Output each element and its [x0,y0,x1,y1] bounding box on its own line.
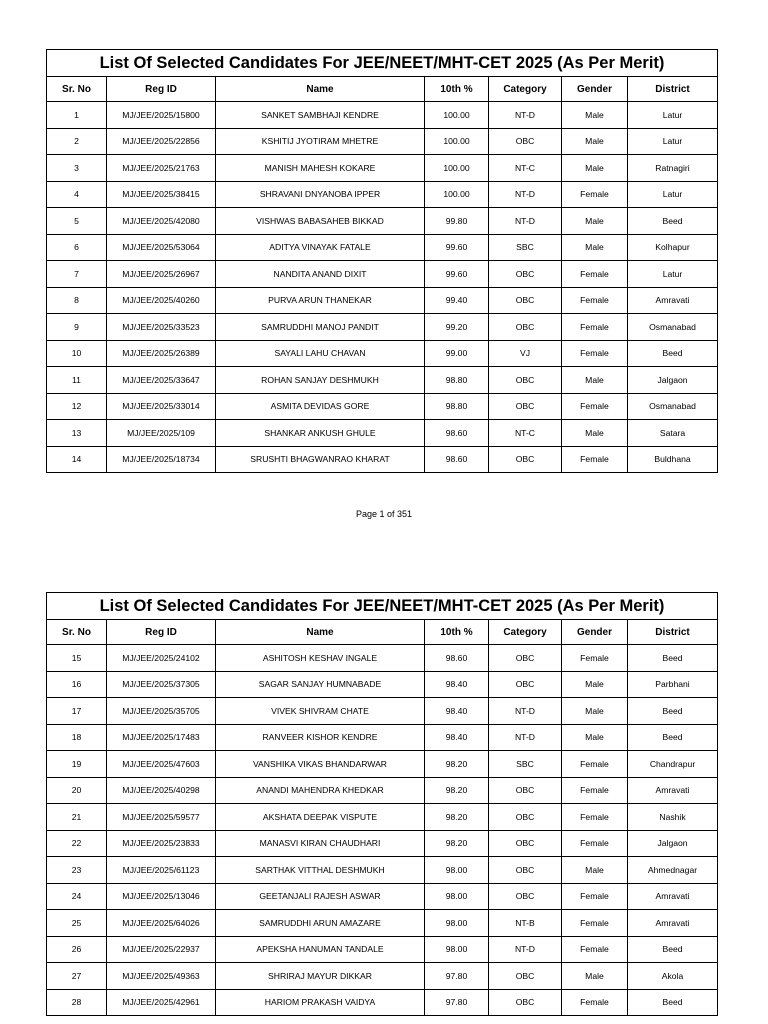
cell-reg-id: MJ/JEE/2025/49363 [107,963,216,990]
cell-gender: Male [562,128,628,155]
column-header-reg-id: Reg ID [107,620,216,645]
cell-sr-no: 7 [47,261,107,288]
cell-10th-percent: 98.80 [425,367,489,394]
cell-category: OBC [489,777,562,804]
cell-gender: Male [562,857,628,884]
cell-name: ADITYA VINAYAK FATALE [216,234,425,261]
table-row [47,963,718,990]
cell-10th-percent: 99.40 [425,287,489,314]
cell-sr-no: 16 [47,671,107,698]
cell-sr-no: 6 [47,234,107,261]
cell-reg-id: MJ/JEE/2025/21763 [107,155,216,182]
cell-gender: Male [562,963,628,990]
cell-name: PURVA ARUN THANEKAR [216,287,425,314]
cell-10th-percent: 99.60 [425,234,489,261]
cell-category: NT-C [489,155,562,182]
cell-name: ASHITOSH KESHAV INGALE [216,645,425,672]
cell-category: OBC [489,883,562,910]
cell-category: NT-D [489,936,562,963]
cell-10th-percent: 99.20 [425,314,489,341]
cell-district: Satara [628,420,718,447]
cell-reg-id: MJ/JEE/2025/42961 [107,989,216,1016]
column-header-name: Name [216,77,425,102]
page-number: Page 1 of 351 [355,509,413,519]
cell-sr-no: 17 [47,698,107,725]
column-header-gender: Gender [562,77,628,102]
cell-category: OBC [489,804,562,831]
cell-gender: Female [562,936,628,963]
cell-sr-no: 15 [47,645,107,672]
cell-sr-no: 13 [47,420,107,447]
cell-gender: Female [562,181,628,208]
cell-10th-percent: 98.60 [425,446,489,473]
cell-reg-id: MJ/JEE/2025/42080 [107,208,216,235]
cell-category: OBC [489,963,562,990]
cell-gender: Female [562,830,628,857]
table-row [47,102,718,129]
table-row [47,936,718,963]
cell-name: SHRIRAJ MAYUR DIKKAR [216,963,425,990]
cell-name: SRUSHTI BHAGWANRAO KHARAT [216,446,425,473]
cell-district: Beed [628,645,718,672]
cell-name: MANASVI KIRAN CHAUDHARI [216,830,425,857]
cell-name: VIVEK SHIVRAM CHATE [216,698,425,725]
cell-district: Parbhani [628,671,718,698]
cell-name: ASMITA DEVIDAS GORE [216,393,425,420]
cell-10th-percent: 100.00 [425,181,489,208]
cell-gender: Female [562,340,628,367]
cell-10th-percent: 100.00 [425,102,489,129]
cell-reg-id: MJ/JEE/2025/35705 [107,698,216,725]
cell-sr-no: 9 [47,314,107,341]
cell-gender: Female [562,645,628,672]
cell-reg-id: MJ/JEE/2025/13046 [107,883,216,910]
candidate-list-table-page-1 [46,49,718,473]
cell-district: Chandrapur [628,751,718,778]
column-header-gender: Gender [562,620,628,645]
cell-sr-no: 5 [47,208,107,235]
cell-category: OBC [489,446,562,473]
cell-10th-percent: 98.00 [425,883,489,910]
cell-name: SAGAR SANJAY HUMNABADE [216,671,425,698]
cell-name: NANDITA ANAND DIXIT [216,261,425,288]
cell-10th-percent: 98.60 [425,645,489,672]
cell-reg-id: MJ/JEE/2025/47603 [107,751,216,778]
cell-10th-percent: 98.20 [425,777,489,804]
cell-sr-no: 20 [47,777,107,804]
table-row [47,420,718,447]
cell-district: Akola [628,963,718,990]
cell-name: APEKSHA HANUMAN TANDALE [216,936,425,963]
cell-gender: Male [562,420,628,447]
table-row [47,883,718,910]
cell-district: Beed [628,698,718,725]
cell-reg-id: MJ/JEE/2025/64026 [107,910,216,937]
cell-category: OBC [489,367,562,394]
cell-sr-no: 18 [47,724,107,751]
column-header-category: Category [489,620,562,645]
cell-sr-no: 26 [47,936,107,963]
cell-gender: Male [562,671,628,698]
table-row [47,830,718,857]
cell-category: OBC [489,314,562,341]
cell-district: Latur [628,181,718,208]
cell-10th-percent: 100.00 [425,128,489,155]
cell-reg-id: MJ/JEE/2025/40260 [107,287,216,314]
cell-reg-id: MJ/JEE/2025/53064 [107,234,216,261]
cell-gender: Female [562,287,628,314]
cell-sr-no: 19 [47,751,107,778]
cell-name: AKSHATA DEEPAK VISPUTE [216,804,425,831]
table-row [47,751,718,778]
cell-reg-id: MJ/JEE/2025/33523 [107,314,216,341]
cell-name: MANISH MAHESH KOKARE [216,155,425,182]
cell-category: NT-C [489,420,562,447]
cell-district: Buldhana [628,446,718,473]
cell-name: ROHAN SANJAY DESHMUKH [216,367,425,394]
cell-10th-percent: 99.80 [425,208,489,235]
cell-district: Osmanabad [628,393,718,420]
table-row [47,367,718,394]
cell-district: Jalgaon [628,367,718,394]
cell-district: Latur [628,128,718,155]
cell-reg-id: MJ/JEE/2025/17483 [107,724,216,751]
cell-district: Beed [628,208,718,235]
cell-category: OBC [489,830,562,857]
cell-sr-no: 11 [47,367,107,394]
cell-category: OBC [489,393,562,420]
column-header-10th-percent: 10th % [425,77,489,102]
cell-reg-id: MJ/JEE/2025/33647 [107,367,216,394]
cell-name: RANVEER KISHOR KENDRE [216,724,425,751]
cell-10th-percent: 98.00 [425,936,489,963]
cell-category: NT-B [489,910,562,937]
table-row [47,989,718,1016]
cell-sr-no: 1 [47,102,107,129]
cell-category: SBC [489,234,562,261]
cell-district: Ahmednagar [628,857,718,884]
cell-reg-id: MJ/JEE/2025/40298 [107,777,216,804]
cell-gender: Male [562,208,628,235]
cell-category: OBC [489,671,562,698]
cell-sr-no: 3 [47,155,107,182]
cell-district: Beed [628,936,718,963]
cell-reg-id: MJ/JEE/2025/23833 [107,830,216,857]
cell-category: VJ [489,340,562,367]
cell-category: OBC [489,989,562,1016]
column-header-category: Category [489,77,562,102]
cell-district: Ratnagiri [628,155,718,182]
table-body [47,645,718,1016]
candidate-list-table-page-2 [46,592,718,1016]
cell-gender: Female [562,989,628,1016]
table-row [47,314,718,341]
table-row [47,724,718,751]
column-header-reg-id: Reg ID [107,77,216,102]
cell-category: OBC [489,261,562,288]
cell-10th-percent: 98.40 [425,724,489,751]
cell-category: NT-D [489,698,562,725]
cell-district: Amravati [628,910,718,937]
table-row [47,645,718,672]
column-header-sr-no: Sr. No [47,620,107,645]
cell-10th-percent: 100.00 [425,155,489,182]
cell-reg-id: MJ/JEE/2025/18734 [107,446,216,473]
cell-10th-percent: 98.40 [425,671,489,698]
cell-district: Amravati [628,777,718,804]
cell-reg-id: MJ/JEE/2025/26967 [107,261,216,288]
cell-gender: Female [562,804,628,831]
cell-reg-id: MJ/JEE/2025/22937 [107,936,216,963]
column-header-10th-percent: 10th % [425,620,489,645]
column-header-row [47,77,718,102]
cell-name: VANSHIKA VIKAS BHANDARWAR [216,751,425,778]
cell-name: SAMRUDDHI MANOJ PANDIT [216,314,425,341]
cell-category: OBC [489,857,562,884]
cell-gender: Female [562,446,628,473]
cell-10th-percent: 98.20 [425,751,489,778]
cell-reg-id: MJ/JEE/2025/33014 [107,393,216,420]
table-body [47,102,718,473]
cell-name: SAYALI LAHU CHAVAN [216,340,425,367]
cell-sr-no: 10 [47,340,107,367]
table-row [47,208,718,235]
cell-name: VISHWAS BABASAHEB BIKKAD [216,208,425,235]
cell-sr-no: 28 [47,989,107,1016]
cell-name: SARTHAK VITTHAL DESHMUKH [216,857,425,884]
cell-sr-no: 22 [47,830,107,857]
cell-name: KSHITIJ JYOTIRAM MHETRE [216,128,425,155]
cell-10th-percent: 98.40 [425,698,489,725]
cell-10th-percent: 98.00 [425,910,489,937]
cell-gender: Male [562,724,628,751]
column-header-district: District [628,620,718,645]
table-row [47,804,718,831]
table-row [47,671,718,698]
cell-10th-percent: 98.80 [425,393,489,420]
table-row [47,698,718,725]
cell-reg-id: MJ/JEE/2025/22856 [107,128,216,155]
cell-district: Osmanabad [628,314,718,341]
cell-gender: Female [562,314,628,341]
table-row [47,234,718,261]
cell-reg-id: MJ/JEE/2025/37305 [107,671,216,698]
cell-10th-percent: 99.60 [425,261,489,288]
cell-sr-no: 14 [47,446,107,473]
cell-category: NT-D [489,181,562,208]
cell-sr-no: 21 [47,804,107,831]
column-header-row [47,620,718,645]
cell-sr-no: 27 [47,963,107,990]
table-title: List Of Selected Candidates For JEE/NEET/MHT-CET 2025 (As Per Merit) [47,50,718,77]
cell-category: NT-D [489,208,562,235]
cell-10th-percent: 98.60 [425,420,489,447]
cell-10th-percent: 98.20 [425,804,489,831]
cell-gender: Male [562,102,628,129]
cell-district: Jalgaon [628,830,718,857]
cell-name: SHRAVANI DNYANOBA IPPER [216,181,425,208]
cell-gender: Male [562,698,628,725]
cell-gender: Female [562,261,628,288]
table-row [47,128,718,155]
cell-category: OBC [489,645,562,672]
table-row [47,910,718,937]
table-row [47,777,718,804]
cell-category: NT-D [489,102,562,129]
cell-district: Kolhapur [628,234,718,261]
cell-reg-id: MJ/JEE/2025/61123 [107,857,216,884]
cell-sr-no: 25 [47,910,107,937]
cell-reg-id: MJ/JEE/2025/38415 [107,181,216,208]
cell-name: HARIOM PRAKASH VAIDYA [216,989,425,1016]
cell-reg-id: MJ/JEE/2025/109 [107,420,216,447]
cell-sr-no: 2 [47,128,107,155]
column-header-district: District [628,77,718,102]
cell-category: SBC [489,751,562,778]
column-header-name: Name [216,620,425,645]
cell-gender: Female [562,751,628,778]
table-row [47,155,718,182]
cell-10th-percent: 98.20 [425,830,489,857]
cell-sr-no: 12 [47,393,107,420]
cell-gender: Female [562,777,628,804]
cell-sr-no: 8 [47,287,107,314]
cell-gender: Female [562,393,628,420]
column-header-sr-no: Sr. No [47,77,107,102]
table-row [47,261,718,288]
cell-district: Amravati [628,287,718,314]
cell-gender: Female [562,883,628,910]
cell-name: ANANDI MAHENDRA KHEDKAR [216,777,425,804]
cell-sr-no: 4 [47,181,107,208]
cell-10th-percent: 97.80 [425,989,489,1016]
cell-reg-id: MJ/JEE/2025/26389 [107,340,216,367]
table-row [47,446,718,473]
cell-district: Beed [628,724,718,751]
cell-district: Nashik [628,804,718,831]
cell-gender: Female [562,910,628,937]
cell-category: NT-D [489,724,562,751]
cell-reg-id: MJ/JEE/2025/15800 [107,102,216,129]
cell-district: Amravati [628,883,718,910]
cell-name: SAMRUDDHI ARUN AMAZARE [216,910,425,937]
cell-category: OBC [489,287,562,314]
cell-gender: Male [562,367,628,394]
table-row [47,181,718,208]
cell-gender: Male [562,234,628,261]
cell-district: Latur [628,102,718,129]
cell-reg-id: MJ/JEE/2025/24102 [107,645,216,672]
cell-name: SANKET SAMBHAJI KENDRE [216,102,425,129]
cell-category: OBC [489,128,562,155]
table-title: List Of Selected Candidates For JEE/NEET/MHT-CET 2025 (As Per Merit) [47,593,718,620]
cell-reg-id: MJ/JEE/2025/59577 [107,804,216,831]
cell-name: SHANKAR ANKUSH GHULE [216,420,425,447]
cell-10th-percent: 97.80 [425,963,489,990]
table-row [47,340,718,367]
cell-10th-percent: 98.00 [425,857,489,884]
cell-name: GEETANJALI RAJESH ASWAR [216,883,425,910]
table-row [47,857,718,884]
cell-10th-percent: 99.00 [425,340,489,367]
cell-district: Beed [628,989,718,1016]
cell-sr-no: 24 [47,883,107,910]
cell-district: Latur [628,261,718,288]
cell-gender: Male [562,155,628,182]
cell-sr-no: 23 [47,857,107,884]
table-row [47,287,718,314]
cell-district: Beed [628,340,718,367]
table-row [47,393,718,420]
